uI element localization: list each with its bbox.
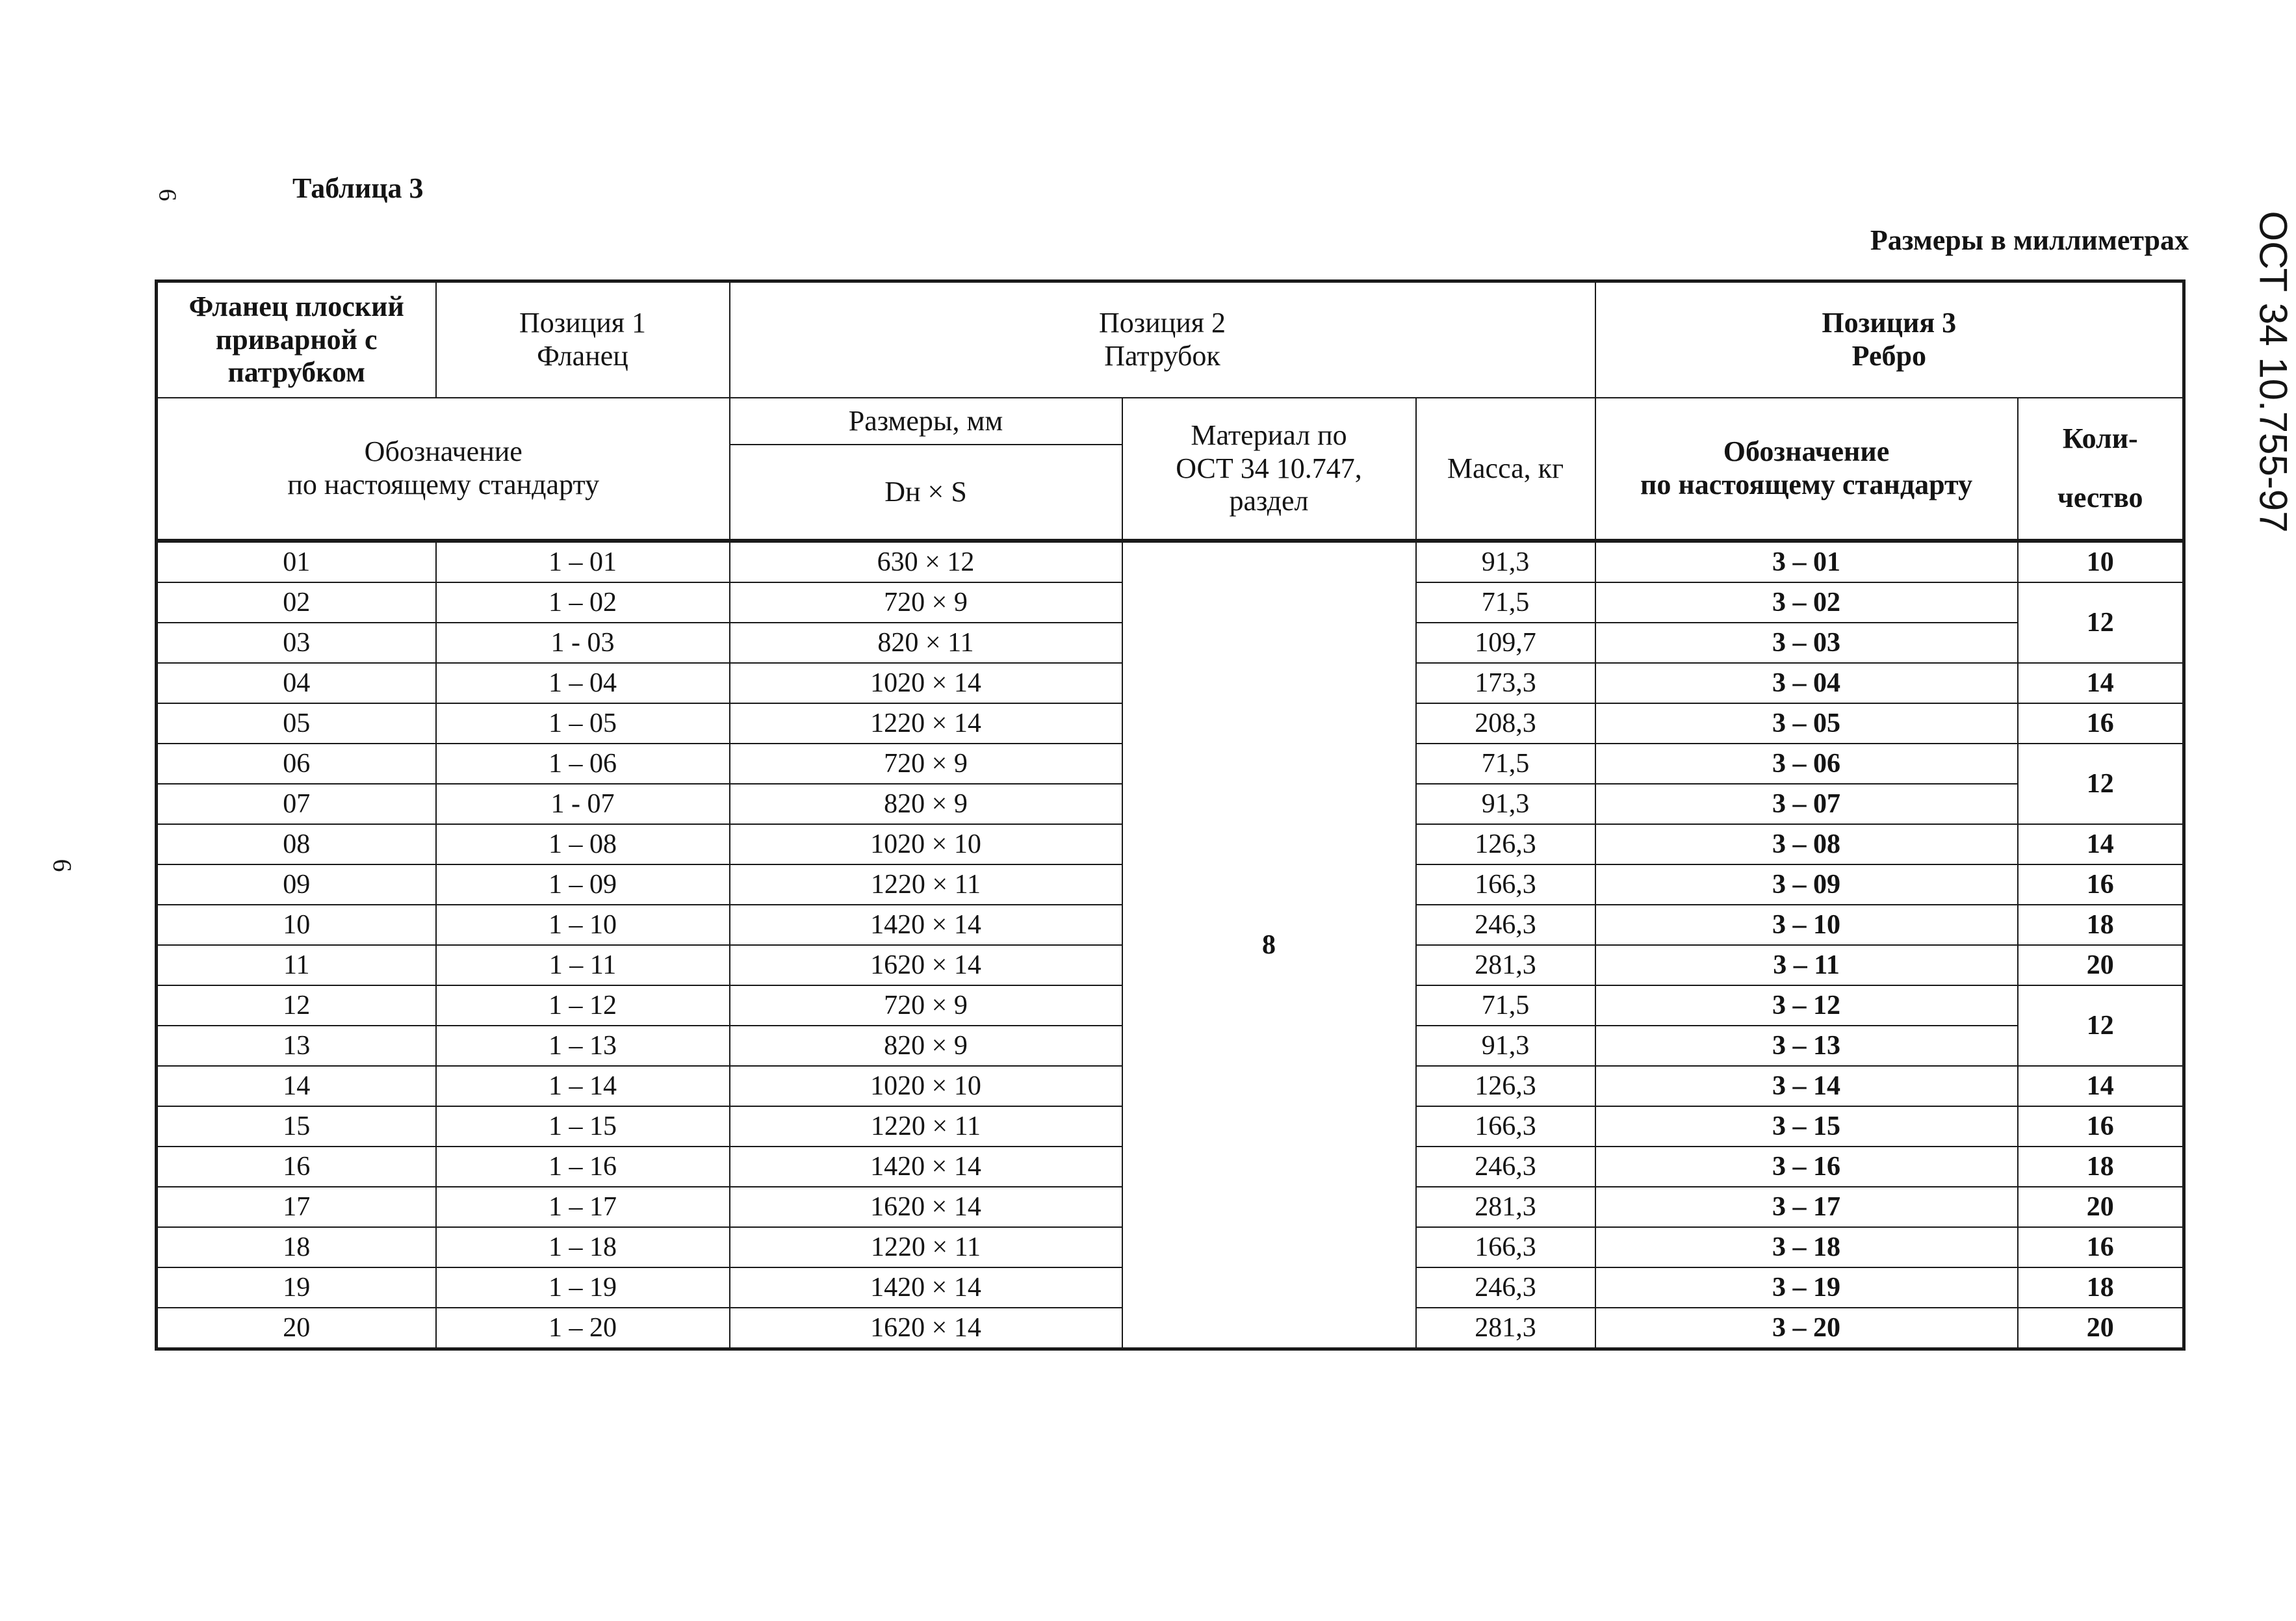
cell-dimensions: 720 × 9 bbox=[730, 744, 1122, 784]
cell-dimensions: 1020 × 10 bbox=[730, 824, 1122, 864]
cell-dimensions: 1020 × 10 bbox=[730, 1066, 1122, 1106]
cell-quantity: 12 bbox=[2018, 985, 2184, 1066]
cell-mass: 173,3 bbox=[1416, 663, 1595, 703]
header-designation-left-line1: Обозначение bbox=[364, 435, 522, 468]
cell-quantity: 16 bbox=[2018, 1227, 2184, 1267]
header-position-3-title: Позиция 3 bbox=[1822, 307, 1957, 339]
cell-position-1: 1 – 08 bbox=[436, 824, 730, 864]
cell-position-1: 1 - 03 bbox=[436, 623, 730, 663]
header-quantity-line1: Коли- bbox=[2062, 422, 2138, 455]
cell-flange-designation: 03 bbox=[157, 623, 436, 663]
cell-position-1: 1 – 14 bbox=[436, 1066, 730, 1106]
cell-flange-designation: 12 bbox=[157, 985, 436, 1026]
page-number-top: 6 bbox=[153, 188, 181, 201]
cell-dimensions: 1420 × 14 bbox=[730, 1147, 1122, 1187]
cell-quantity: 12 bbox=[2018, 744, 2184, 824]
flange-spec-table bbox=[155, 279, 2186, 1351]
cell-flange-designation: 07 bbox=[157, 784, 436, 824]
cell-quantity: 16 bbox=[2018, 864, 2184, 905]
cell-quantity: 10 bbox=[2018, 541, 2184, 582]
cell-dimensions: 720 × 9 bbox=[730, 582, 1122, 623]
cell-mass: 71,5 bbox=[1416, 744, 1595, 784]
cell-quantity: 16 bbox=[2018, 703, 2184, 744]
cell-flange-designation: 16 bbox=[157, 1147, 436, 1187]
header-designation-right-line2: по настоящему стандарту bbox=[1640, 469, 1973, 500]
cell-dimensions: 820 × 9 bbox=[730, 784, 1122, 824]
header-position-2-title: Позиция 2 bbox=[1098, 307, 1226, 339]
cell-mass: 246,3 bbox=[1416, 905, 1595, 945]
cell-position-1: 1 – 16 bbox=[436, 1147, 730, 1187]
cell-flange-designation: 19 bbox=[157, 1267, 436, 1308]
table-caption: Таблица 3 bbox=[292, 172, 424, 204]
cell-rib-designation: 3 – 11 bbox=[1595, 945, 2018, 985]
cell-position-1: 1 – 20 bbox=[436, 1308, 730, 1349]
cell-flange-designation: 14 bbox=[157, 1066, 436, 1106]
cell-rib-designation: 3 – 20 bbox=[1595, 1308, 2018, 1349]
table-row bbox=[157, 541, 2184, 582]
cell-quantity: 18 bbox=[2018, 905, 2184, 945]
cell-dimensions: 1620 × 14 bbox=[730, 1187, 1122, 1227]
header-position-1-subtitle: Фланец bbox=[537, 340, 628, 372]
cell-quantity: 20 bbox=[2018, 1308, 2184, 1349]
cell-mass: 166,3 bbox=[1416, 864, 1595, 905]
cell-flange-designation: 04 bbox=[157, 663, 436, 703]
cell-rib-designation: 3 – 05 bbox=[1595, 703, 2018, 744]
cell-quantity: 18 bbox=[2018, 1267, 2184, 1308]
header-designation-left-line2: по настоящему стандарту bbox=[287, 469, 600, 500]
header-material bbox=[1122, 398, 1416, 541]
cell-position-1: 1 – 05 bbox=[436, 703, 730, 744]
cell-position-1: 1 – 13 bbox=[436, 1026, 730, 1066]
cell-dimensions: 1220 × 11 bbox=[730, 864, 1122, 905]
header-designation-right-line1: Обозначение bbox=[1723, 435, 1890, 468]
header-material-line1: Материал по bbox=[1191, 419, 1347, 452]
cell-rib-designation: 3 – 19 bbox=[1595, 1267, 2018, 1308]
header-material-line2: ОСТ 34 10.747, bbox=[1176, 452, 1362, 484]
cell-rib-designation: 3 – 01 bbox=[1595, 541, 2018, 582]
cell-mass: 91,3 bbox=[1416, 784, 1595, 824]
cell-dimensions: 630 × 12 bbox=[730, 541, 1122, 582]
header-material-line3: раздел bbox=[1229, 485, 1309, 517]
cell-position-1: 1 – 09 bbox=[436, 864, 730, 905]
cell-flange-designation: 13 bbox=[157, 1026, 436, 1066]
cell-mass: 71,5 bbox=[1416, 985, 1595, 1026]
cell-position-1: 1 - 07 bbox=[436, 784, 730, 824]
cell-rib-designation: 3 – 06 bbox=[1595, 744, 2018, 784]
cell-quantity: 20 bbox=[2018, 945, 2184, 985]
cell-rib-designation: 3 – 13 bbox=[1595, 1026, 2018, 1066]
cell-material-section: 8 bbox=[1122, 541, 1416, 1349]
cell-position-1: 1 – 19 bbox=[436, 1267, 730, 1308]
cell-quantity: 14 bbox=[2018, 663, 2184, 703]
header-position-2 bbox=[730, 281, 1595, 398]
header-flange: Фланец плоский приварной с патрубком bbox=[157, 281, 436, 398]
cell-mass: 166,3 bbox=[1416, 1106, 1595, 1147]
cell-quantity: 14 bbox=[2018, 1066, 2184, 1106]
units-note: Размеры в миллиметрах bbox=[1870, 224, 2189, 256]
cell-rib-designation: 3 – 12 bbox=[1595, 985, 2018, 1026]
cell-mass: 109,7 bbox=[1416, 623, 1595, 663]
header-position-3-subtitle: Ребро bbox=[1851, 340, 1926, 372]
cell-mass: 246,3 bbox=[1416, 1147, 1595, 1187]
cell-rib-designation: 3 – 15 bbox=[1595, 1106, 2018, 1147]
cell-position-1: 1 – 04 bbox=[436, 663, 730, 703]
cell-rib-designation: 3 – 17 bbox=[1595, 1187, 2018, 1227]
header-position-1 bbox=[436, 281, 730, 398]
cell-quantity: 20 bbox=[2018, 1187, 2184, 1227]
page-number-margin: 6 bbox=[47, 859, 77, 872]
cell-rib-designation: 3 – 14 bbox=[1595, 1066, 2018, 1106]
cell-rib-designation: 3 – 08 bbox=[1595, 824, 2018, 864]
cell-flange-designation: 08 bbox=[157, 824, 436, 864]
header-position-3 bbox=[1595, 281, 2184, 398]
cell-dimensions: 1620 × 14 bbox=[730, 1308, 1122, 1349]
cell-quantity: 18 bbox=[2018, 1147, 2184, 1187]
cell-quantity: 12 bbox=[2018, 582, 2184, 663]
cell-dimensions: 720 × 9 bbox=[730, 985, 1122, 1026]
cell-position-1: 1 – 10 bbox=[436, 905, 730, 945]
cell-mass: 126,3 bbox=[1416, 1066, 1595, 1106]
header-position-2-subtitle: Патрубок bbox=[1104, 340, 1220, 372]
cell-position-1: 1 – 18 bbox=[436, 1227, 730, 1267]
cell-mass: 71,5 bbox=[1416, 582, 1595, 623]
cell-dimensions: 820 × 9 bbox=[730, 1026, 1122, 1066]
header-quantity bbox=[2018, 398, 2184, 541]
cell-dimensions: 1420 × 14 bbox=[730, 905, 1122, 945]
cell-dimensions: 1220 × 14 bbox=[730, 703, 1122, 744]
cell-quantity: 14 bbox=[2018, 824, 2184, 864]
cell-position-1: 1 – 15 bbox=[436, 1106, 730, 1147]
cell-flange-designation: 10 bbox=[157, 905, 436, 945]
header-designation-left bbox=[157, 398, 730, 541]
cell-flange-designation: 20 bbox=[157, 1308, 436, 1349]
cell-dimensions: 1220 × 11 bbox=[730, 1227, 1122, 1267]
cell-mass: 91,3 bbox=[1416, 1026, 1595, 1066]
cell-mass: 281,3 bbox=[1416, 1187, 1595, 1227]
cell-flange-designation: 11 bbox=[157, 945, 436, 985]
cell-dimensions: 820 × 11 bbox=[730, 623, 1122, 663]
cell-rib-designation: 3 – 02 bbox=[1595, 582, 2018, 623]
cell-dimensions: 1420 × 14 bbox=[730, 1267, 1122, 1308]
cell-dimensions: 1620 × 14 bbox=[730, 945, 1122, 985]
cell-mass: 91,3 bbox=[1416, 541, 1595, 582]
cell-flange-designation: 15 bbox=[157, 1106, 436, 1147]
cell-rib-designation: 3 – 16 bbox=[1595, 1147, 2018, 1187]
header-position-1-title: Позиция 1 bbox=[519, 307, 647, 339]
cell-mass: 166,3 bbox=[1416, 1227, 1595, 1267]
cell-flange-designation: 02 bbox=[157, 582, 436, 623]
cell-mass: 208,3 bbox=[1416, 703, 1595, 744]
cell-position-1: 1 – 11 bbox=[436, 945, 730, 985]
cell-rib-designation: 3 – 04 bbox=[1595, 663, 2018, 703]
header-dimensions: Размеры, мм bbox=[730, 398, 1122, 445]
cell-mass: 281,3 bbox=[1416, 945, 1595, 985]
cell-flange-designation: 05 bbox=[157, 703, 436, 744]
cell-position-1: 1 – 17 bbox=[436, 1187, 730, 1227]
cell-rib-designation: 3 – 07 bbox=[1595, 784, 2018, 824]
document-code: ОСТ 34 10.755-97 bbox=[2251, 211, 2295, 533]
cell-quantity: 16 bbox=[2018, 1106, 2184, 1147]
cell-position-1: 1 – 12 bbox=[436, 985, 730, 1026]
header-designation-right bbox=[1595, 398, 2018, 541]
cell-position-1: 1 – 01 bbox=[436, 541, 730, 582]
cell-flange-designation: 09 bbox=[157, 864, 436, 905]
cell-position-1: 1 – 02 bbox=[436, 582, 730, 623]
cell-mass: 281,3 bbox=[1416, 1308, 1595, 1349]
cell-flange-designation: 17 bbox=[157, 1187, 436, 1227]
cell-dimensions: 1020 × 14 bbox=[730, 663, 1122, 703]
cell-dimensions: 1220 × 11 bbox=[730, 1106, 1122, 1147]
cell-rib-designation: 3 – 09 bbox=[1595, 864, 2018, 905]
cell-position-1: 1 – 06 bbox=[436, 744, 730, 784]
header-mass: Масса, кг bbox=[1416, 398, 1595, 541]
header-dn-s: Dн × S bbox=[730, 445, 1122, 541]
cell-mass: 246,3 bbox=[1416, 1267, 1595, 1308]
cell-rib-designation: 3 – 03 bbox=[1595, 623, 2018, 663]
cell-flange-designation: 06 bbox=[157, 744, 436, 784]
cell-flange-designation: 01 bbox=[157, 541, 436, 582]
cell-flange-designation: 18 bbox=[157, 1227, 436, 1267]
cell-mass: 126,3 bbox=[1416, 824, 1595, 864]
cell-rib-designation: 3 – 10 bbox=[1595, 905, 2018, 945]
cell-rib-designation: 3 – 18 bbox=[1595, 1227, 2018, 1267]
header-quantity-line2: чество bbox=[2057, 482, 2143, 513]
